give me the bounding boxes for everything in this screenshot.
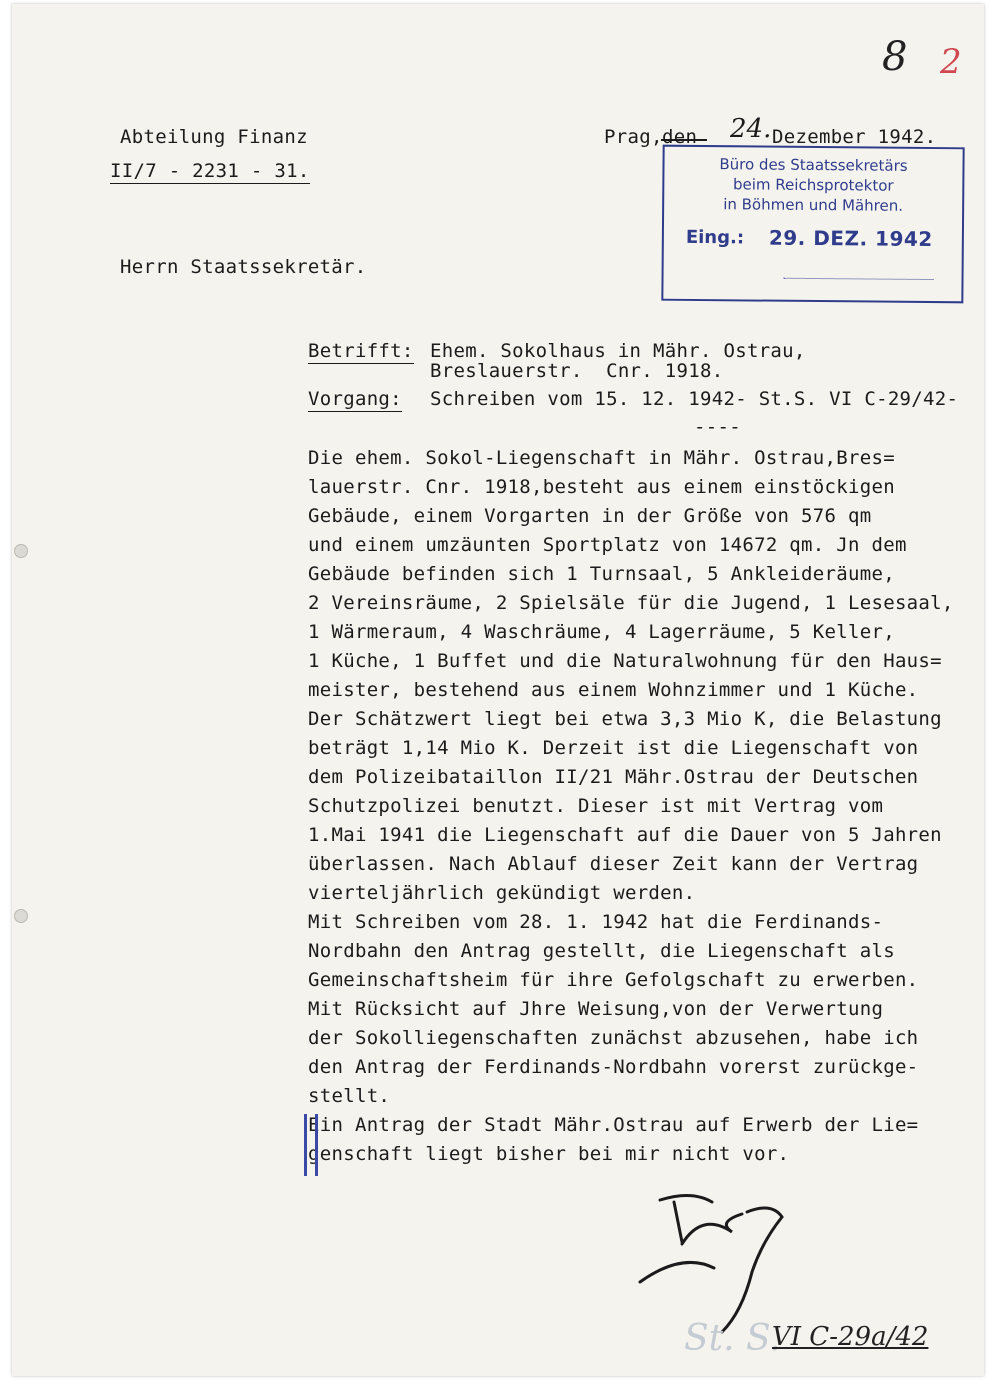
punch-hole-top [14,544,28,558]
body-line: 1 Wärmeraum, 4 Waschräume, 4 Lagerräume, 5 Keller, [308,621,895,643]
date-month-year: Dezember 1942. [772,126,937,148]
body-line: vierteljährlich gekündigt werden. [308,882,696,904]
date-day: 24. [730,114,772,144]
body-line: Nordbahn den Antrag gestellt, die Liegenschaft als [308,940,895,962]
body-line: dem Polizeibataillon II/21 Mähr.Ostrau der Deutschen [308,766,919,788]
body-line: Mit Schreiben vom 28. 1. 1942 hat die Ferdinands- [308,911,884,933]
body-line: Gemeinschaftsheim für ihre Gefolgschaft zu erwerben. [308,969,919,991]
punch-hole-bottom [14,909,28,923]
reference-text: Schreiben vom 15. 12. 1942- St.S. VI C-29/42- [430,388,959,410]
body-line: Der Schätzwert liegt bei etwa 3,3 Mio K, die Belastung [308,708,942,730]
bottom-reference: VI C-29a/42 [772,1322,929,1352]
body-line: Mit Rücksicht auf Jhre Weisung,von der Verwertung [308,998,884,1020]
body-line: Ein Antrag der Stadt Mähr.Ostrau auf Erwerb der Lie= [308,1114,919,1136]
department-label: Abteilung Finanz [120,126,308,148]
body-line: stellt. [308,1085,391,1107]
strike-line [661,139,707,141]
stamp-eing-label: Eing.: [685,226,745,249]
body-line: genschaft liegt bisher bei mir nicht vor. [308,1143,790,1165]
recipient: Herrn Staatssekretär. [120,256,367,278]
body-line: den Antrag der Ferdinands-Nordbahn vorerst zurückge- [308,1056,919,1078]
subject-line-2: Breslauerstr. Cnr. 1918. [430,360,724,382]
stamp-line-2: beim Reichsprotektor [732,175,894,195]
body-line: der Sokolliegenschaften zunächst abzusehen, habe ich [308,1027,919,1049]
body-line: Gebäude, einem Vorgarten in der Größe von 576 qm [308,505,872,527]
body-line: 1.Mai 1941 die Liegenschaft auf die Dauer von 5 Jahren [308,824,942,846]
reference-label: Vorgang: [308,388,402,410]
stamp-line-1: Büro des Staatssekretärs [719,155,908,175]
body-line: meister, bestehend aus einem Wohnzimmer und 1 Küche. [308,679,919,701]
receipt-stamp [661,145,964,304]
stamp-dotted-line [784,278,934,280]
body-line: beträgt 1,14 Mio K. Derzeit ist die Liegenschaft von [308,737,919,759]
body-line: Schutzpolizei benutzt. Dieser ist mit Vertrag vom [308,795,884,817]
body-line: Die ehem. Sokol-Liegenschaft in Mähr. Ostrau,Bres= [308,447,895,469]
body-line: 2 Vereinsräume, 2 Spielsäle für die Jugend, 1 Lesesaal, [308,592,954,614]
faint-stamp: St. S. [684,1318,781,1359]
body-line: 1 Küche, 1 Buffet und die Naturalwohnung für den Haus= [308,650,942,672]
file-number: II/7 - 2231 - 31. [110,160,310,182]
signature [622,1172,842,1342]
folio-red-mark: 2 [940,42,962,82]
place-label: Prag, [604,126,663,148]
body-line: und einem umzäunten Sportplatz von 14672 qm. Jn dem [308,534,907,556]
stamp-line-3: in Böhmen und Mähren. [723,195,904,215]
subject-line-1: Ehem. Sokolhaus in Mähr. Ostrau, [430,340,806,362]
body-line: Gebäude befinden sich 1 Turnsaal, 5 Ankleideräume, [308,563,895,585]
body-line: lauerstr. Cnr. 1918,besteht aus einem einstöckigen [308,476,895,498]
reference-dashes: ---- [694,416,741,438]
margin-pencil-mark [304,1114,318,1176]
document-page [12,4,984,1376]
body-line: überlassen. Nach Ablauf dieser Zeit kann der Vertrag [308,853,919,875]
stamp-date: 29. DEZ. 1942 [768,225,933,252]
den-struck: den [662,126,698,148]
subject-label: Betrifft: [308,340,414,362]
folio-number: 8 [882,34,908,80]
